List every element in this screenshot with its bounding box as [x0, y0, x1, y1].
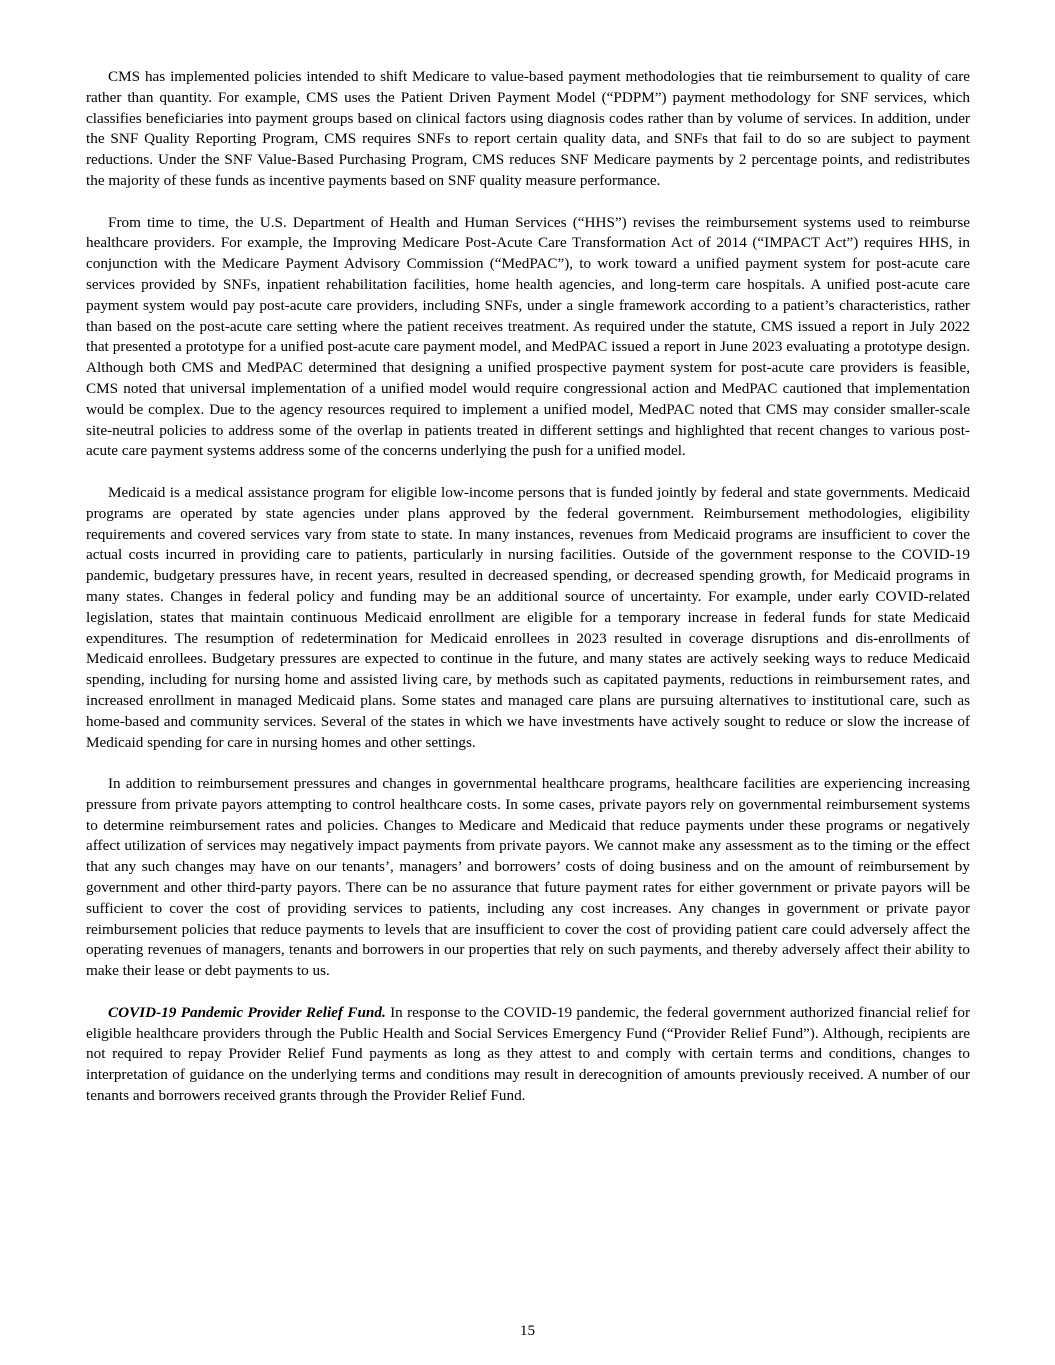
- paragraph-value-based-payment: CMS has implemented policies intended to shift Medicare to value-based payment methodologies that tie reimbursement to quality of care rather than quantity. For example, CMS uses the Patient Driven Payment Model (“PDPM”) payment methodology for SNF services, which classifies beneficiaries into payment groups based on clinical factors using diagnosis codes rather than by volume of services. In addition, under the SNF Quality Reporting Program, CMS requires SNFs to report certain quality data, and SNFs that fail to do so are subject to payment reductions. Under the SNF Value-Based Purchasing Program, CMS reduces SNF Medicare payments by 2 percentage points, and redistributes the majority of these funds as incentive payments based on SNF quality measure performance.: [86, 68, 970, 189]
- paragraph-hhs-reimbursement: From time to time, the U.S. Department of Health and Human Services (“HHS”) revises the reimbursement systems used to reimburse healthcare providers. For example, the Improving Medicare Post-Acute Care Transformation Act of 2014 (“IMPACT Act”) requires HHS, in conjunction with the Medicare Payment Advisory Commission (“MedPAC”), to work toward a unified payment system for post-acute care services provided by SNFs, inpatient rehabilitation facilities, home health agencies, and long-term care hospitals. A unified post-acute care payment system would pay post-acute care providers, including SNFs, under a single framework according to a patient’s characteristics, rather than based on the post-acute care setting where the patient receives treatment. As required under the statute, CMS issued a report in July 2022 that presented a prototype for a unified post-acute care payment model, and MedPAC issued a report in June 2023 evaluating a prototype design. Although both CMS and MedPAC determined that designing a unified prospective payment system for post-acute care providers is feasible, CMS noted that universal implementation of a unified model would require congressional action and MedPAC cautioned that implementation would be complex. Due to the agency resources required to implement a unified model, MedPAC noted that CMS may consider smaller-scale site-neutral policies to address some of the overlap in patients treated in different settings and highlighted that recent changes to various post-acute care payment systems address some of the concerns underlying the push for a unified model.: [86, 213, 970, 460]
- section-body: In response to the COVID-19 pandemic, the federal government authorized financial relief for eligible healthcare providers through the Public Health and Social Services Emergency Fund (“Provider Relief Fund”). Although, recipients are not required to repay Provider Relief Fund payments as long as they attest to and comply with certain terms and conditions, changes to interpretation of guidance on the underlying terms and conditions may result in derecognition of amounts previously received. A number of our tenants and borrowers received grants through the Provider Relief Fund.: [86, 1003, 971, 1105]
- document-page: [86, 67, 970, 1128]
- paragraph-medicaid: Medicaid is a medical assistance program for eligible low-income persons that is funded jointly by federal and state governments. Medicaid programs are operated by state agencies under plans approved by the federal government. Reimbursement methodologies, eligibility requirements and covered services vary from state to state. In many instances, revenues from Medicaid programs are insufficient to cover the actual costs incurred in providing care to patients, particularly in nursing facilities. Outside of the government response to the COVID-19 pandemic, budgetary pressures have, in recent years, resulted in decreased spending, or decreased spending growth, for Medicaid programs in many states. Changes in federal policy and funding may be an additional source of uncertainty. For example, under early COVID-related legislation, states that maintain continuous Medicaid enrollment are eligible for a temporary increase in federal funds for state Medicaid expenditures. The resumption of redetermination for Medicaid enrollees in 2023 resulted in coverage disruptions and dis-enrollments of Medicaid enrollees. Budgetary pressures are expected to continue in the future, and many states are actively seeking ways to reduce Medicaid spending, including for nursing home and assisted living care, by methods such as capitated payments, reductions in reimbursement rates, and increased enrollment in managed Medicaid plans. Some states and managed care plans are pursuing alternatives to institutional care, such as home-based and community services. Several of the states in which we have investments have actively sought to reduce or slow the increase of Medicaid spending for care in nursing homes and other settings.: [86, 483, 970, 751]
- paragraph-private-payors: In addition to reimbursement pressures and changes in governmental healthcare programs, healthcare facilities are experiencing increasing pressure from private payors attempting to control healthcare costs. In some cases, private payors rely on governmental reimbursement systems to determine reimbursement rates and policies. Changes to Medicare and Medicaid that reduce payments under these programs or negatively affect utilization of services may negatively impact payments from private payors. We cannot make any assessment as to the timing or the effect that any such changes may have on our tenants’, managers’ and borrowers’ costs of doing business and on the amount of reimbursement by government and other third-party payors. There can be no assurance that future payment rates for either government or private payors will be sufficient to cover the cost of providing services to patients, including any cost increases. Any changes in government or private payor reimbursement policies that reduce payments to levels that are insufficient to cover the cost of providing patient care could adversely affect the operating revenues of managers, tenants and borrowers in our properties that rely on such payments, and thereby adversely affect their ability to make their lease or debt payments to us.: [86, 775, 970, 980]
- page-number: 15: [519, 1322, 536, 1339]
- paragraph-provider-relief-fund: [86, 1003, 970, 1107]
- section-heading: COVID-19 Pandemic Provider Relief Fund.: [108, 1003, 386, 1021]
